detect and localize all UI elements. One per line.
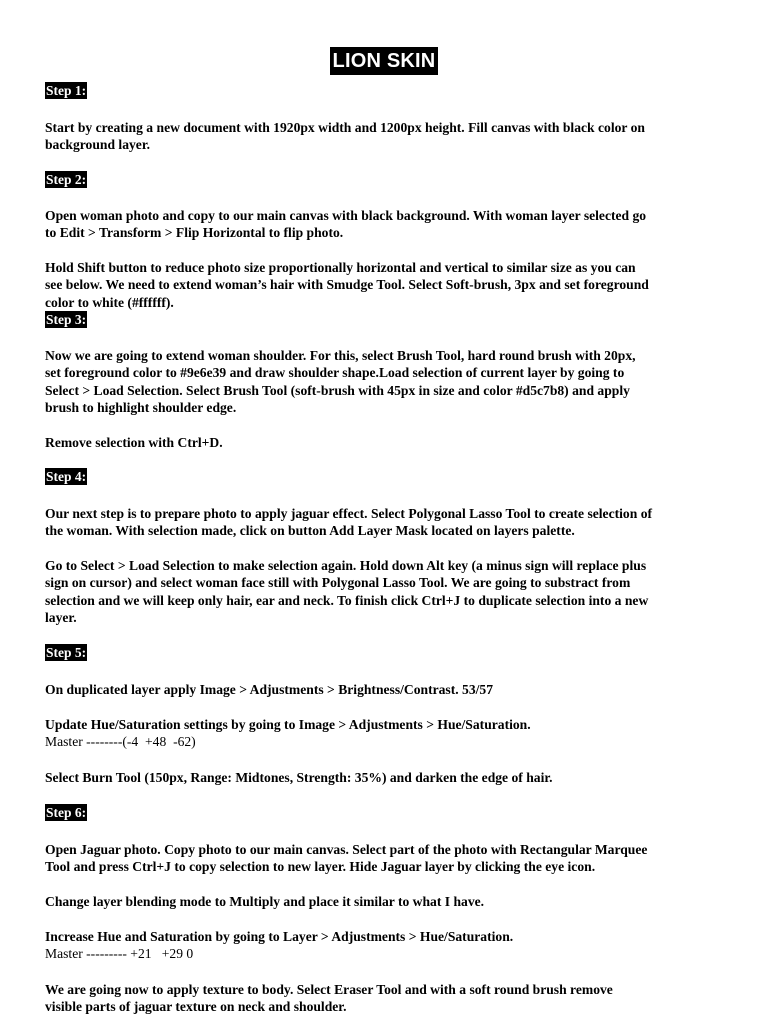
step-6-paragraph-2	[45, 893, 735, 910]
text-line: Select Burn Tool (150px, Range: Midtones, Strength: 35%) and darken the edge of hair.	[45, 770, 553, 785]
text-line: Master --------(-4 +48 -62)	[45, 734, 196, 749]
document-title: LION SKIN	[330, 47, 439, 75]
text-line: the woman. With selection made, click on button Add Layer Mask located on layers palette.	[45, 523, 575, 539]
step-6-label: Step 6:	[46, 805, 87, 820]
text-line: Open woman photo and copy to our main canvas with black background. With woman layer selected go	[45, 208, 647, 223]
text-line: layer.	[45, 610, 77, 626]
text-line: color to white (#ffffff).	[45, 294, 174, 310]
step-6-paragraph-4	[45, 981, 735, 1016]
text-line: On duplicated layer apply Image > Adjustments > Brightness/Contrast. 53/57	[45, 682, 494, 697]
text-line: Tool and press Ctrl+J to copy selection to new layer. Hide Jaguar layer by clicking the eye icon.	[45, 859, 596, 875]
text-line: Master --------- +21 +29 0	[45, 946, 194, 961]
step-5-settings-line	[45, 733, 735, 750]
step-2-paragraph-2	[45, 259, 735, 311]
text-line: Start by creating a new document with 1920px width and 1200px height. Fill canvas with black color on	[45, 120, 645, 135]
text-line: Select > Load Selection. Select Brush Tool (soft-brush with 45px in size and color #d5c7b8) and apply	[45, 382, 630, 398]
text-line: Hold Shift button to reduce photo size proportionally horizontal and vertical to similar size as you can	[45, 260, 636, 275]
step-3-paragraph-2	[45, 434, 735, 451]
step-4-label: Step 4:	[46, 469, 87, 484]
step-5-label: Step 5:	[46, 645, 87, 660]
text-line: Update Hue/Saturation settings by going to Image > Adjustments > Hue/Saturation.	[45, 717, 531, 732]
text-line: background layer.	[45, 137, 150, 153]
text-line: Our next step is to prepare photo to apply jaguar effect. Select Polygonal Lasso Tool to create selection of	[45, 506, 653, 521]
step-3-label: Step 3:	[46, 312, 87, 327]
step-2-paragraph-1	[45, 207, 735, 242]
step-5-paragraph-1	[45, 681, 735, 698]
step-4-paragraph-2	[45, 557, 735, 627]
step-6-settings-line	[45, 945, 735, 962]
text-line: We are going now to apply texture to body. Select Eraser Tool and with a soft round brush remove	[45, 982, 613, 997]
step-1-paragraph-1	[45, 119, 735, 154]
step-6-paragraph-3	[45, 928, 735, 945]
text-line: to Edit > Transform > Flip Horizontal to flip photo.	[45, 225, 344, 241]
text-line: sign on cursor) and select woman face still with Polygonal Lasso Tool. We are going to substract from	[45, 575, 631, 591]
step-3-paragraph-1	[45, 347, 735, 417]
step-1-label: Step 1:	[46, 83, 87, 98]
step-5-paragraph-2	[45, 716, 735, 733]
step-5-paragraph-3	[45, 769, 735, 786]
text-line: Increase Hue and Saturation by going to Layer > Adjustments > Hue/Saturation.	[45, 929, 514, 944]
step-4-paragraph-1	[45, 505, 735, 540]
step-6-paragraph-1	[45, 841, 735, 876]
text-line: Now we are going to extend woman shoulder. For this, select Brush Tool, hard round brush with 20px,	[45, 348, 636, 363]
text-line: see below. We need to extend woman’s hair with Smudge Tool. Select Soft-brush, 3px and set foreground	[45, 277, 649, 293]
text-line: set foreground color to #9e6e39 and draw shoulder shape.Load selection of current layer by going to	[45, 365, 625, 381]
text-line: brush to highlight shoulder edge.	[45, 400, 237, 416]
title-container	[0, 47, 768, 75]
text-line: Open Jaguar photo. Copy photo to our main canvas. Select part of the photo with Rectangular Marquee	[45, 842, 648, 857]
text-line: Remove selection with Ctrl+D.	[45, 435, 223, 450]
text-line: Go to Select > Load Selection to make selection again. Hold down Alt key (a minus sign will replace plus	[45, 558, 647, 573]
text-line: selection and we will keep only hair, ear and neck. To finish click Ctrl+J to duplicate selection into a new	[45, 592, 649, 608]
step-2-label: Step 2:	[46, 172, 87, 187]
text-line: Change layer blending mode to Multiply and place it similar to what I have.	[45, 894, 485, 909]
text-line: visible parts of jaguar texture on neck and shoulder.	[45, 999, 347, 1015]
